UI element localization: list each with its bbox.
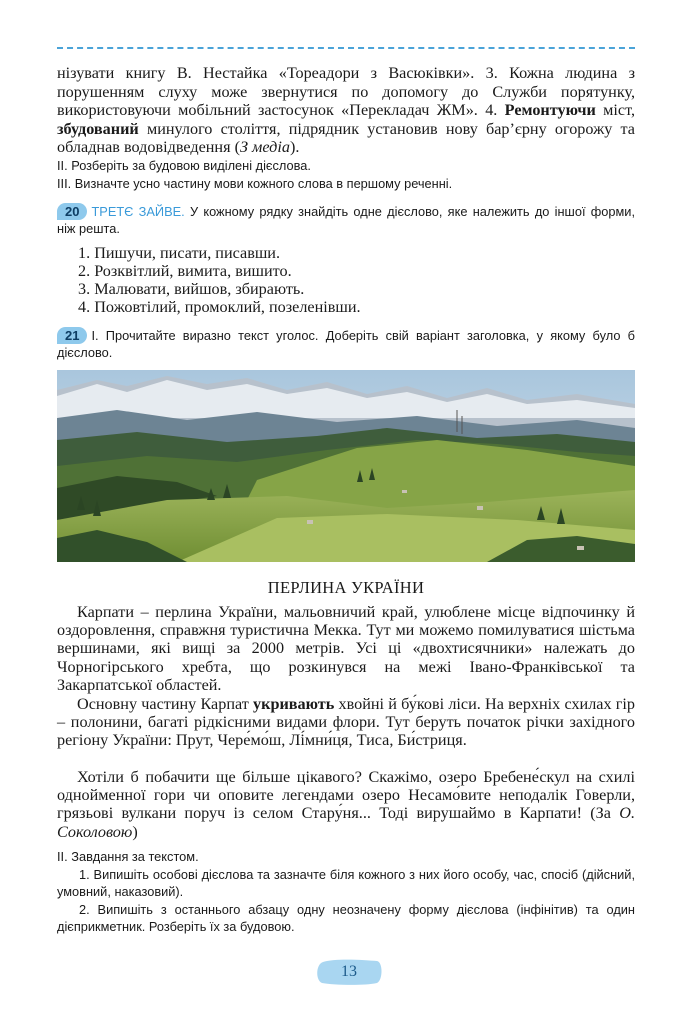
exercise-20-heading: ТРЕТЄ ЗАЙВЕ. (91, 204, 185, 219)
highlighted-verb-2: збудований (57, 119, 139, 138)
task-2: 2. Випишіть з останнього абзацу одну неозначену форму дієслова (інфінітив) та один дієприкметник. Розберіть їх за будовою. (57, 902, 635, 934)
list-item: 4. Пожовтілий, промоклий, позеленівши. (78, 298, 361, 316)
source-media: З медіа (239, 138, 290, 156)
exercise-21-badge: 21 (57, 327, 87, 344)
list-item: 1. Пишучи, писати, писавши. (78, 244, 281, 262)
page-number-badge (315, 958, 383, 986)
highlighted-verb-1: Ремонтуючи (504, 101, 596, 119)
paragraph-2-start: Основну частину Карпат (77, 695, 254, 713)
list-item: 3. Малювати, вийшов, збирають. (78, 280, 305, 298)
carpathians-photo (57, 370, 635, 562)
note-iii: III. Визначте усно частину мови кожного слова в першому реченні. (57, 176, 453, 191)
list-item: 2. Розквітлий, вимита, вишито. (78, 262, 292, 280)
continuation-text: нізувати книгу В. Нестайка «Тореадори з Васюківки». 3. Кожна людина з порушенням слуху може звернутися по допомогу до Служби порятунку, використовуючи мобільний застосунок «Перекладач ЖМ». (57, 64, 635, 119)
note-ii: II. Розберіть за будовою виділені дієслова. (57, 158, 311, 173)
sentence-number: 4. (485, 101, 498, 119)
source-author: О. Соколовою (57, 804, 636, 841)
source-prefix: (За (590, 804, 620, 823)
continuation-text-end: ). (289, 138, 300, 156)
continuation-text-mid: міст, (595, 101, 635, 119)
text-paragraph-1: Карпати – перлина України, мальовничий край, улюблене місце відпочинку й оздоровлення, справжня туристична Мекка. Тут ми можемо помилуватися шістьма вершинами, які вищі за 2000 метрів. Усі ці «двохтисячники» належать до Чорногірського хребта, що розкинувся на межі Івано-Франківської та Закарпатської областей. (57, 603, 635, 694)
continuation-text-rest: минулого століття, підрядник установив нову бар’єрну огорожу та обладнав водовідведення ( (57, 119, 635, 156)
text-title: ПЕРЛИНА УКРАЇНИ (267, 578, 425, 597)
top-dashed-rule (57, 47, 635, 49)
paragraph-3-text: Хотіли б побачити ще більше цікавого? Скажімо, озеро Бребене́скул на схилі однойменної гори чи оповите легендами озеро Несамо́вите неподалік Говерли, грязьові вулкани поруч із селом Стару́ня... Тоді вирушаймо в Карпати! (57, 768, 635, 823)
tasks-heading: ІІ. Завдання за текстом. (57, 849, 199, 864)
exercise-21-text: І. Прочитайте виразно текст уголос. Доберіть свій варіант заголовка, у якому було б дієслово. (57, 328, 635, 360)
exercise-20-instruction (57, 203, 635, 237)
page-number: 13 (341, 963, 357, 980)
exercise-20-list (78, 244, 618, 316)
text-paragraph-3 (57, 768, 635, 841)
source-suffix: ) (132, 822, 138, 841)
exercise-20-text: У кожному рядку знайдіть одне дієслово, яке належить до іншої форми, ніж решта. (57, 204, 636, 236)
exercise-21-instruction (57, 327, 635, 361)
text-paragraph-2 (57, 695, 635, 750)
exercise-20-badge: 20 (57, 203, 87, 220)
continuation-paragraph (57, 64, 635, 157)
task-1: 1. Випишіть особові дієслова та зазначте біля кожного з них його особу, час, спосіб (дійсний, умовний, наказовий). (57, 867, 635, 899)
paragraph-2-rest: хвойні й бу́кові ліси. На верхніх схилах гір – полонини, багаті рідкісними видами флори. Тут беруть початок річки західного регіону України: Прут, Чере́мо́ш, Лі́мни́ця, Тиса, Би́стриця. (57, 695, 635, 750)
highlighted-verb-3: укривають (253, 695, 335, 713)
